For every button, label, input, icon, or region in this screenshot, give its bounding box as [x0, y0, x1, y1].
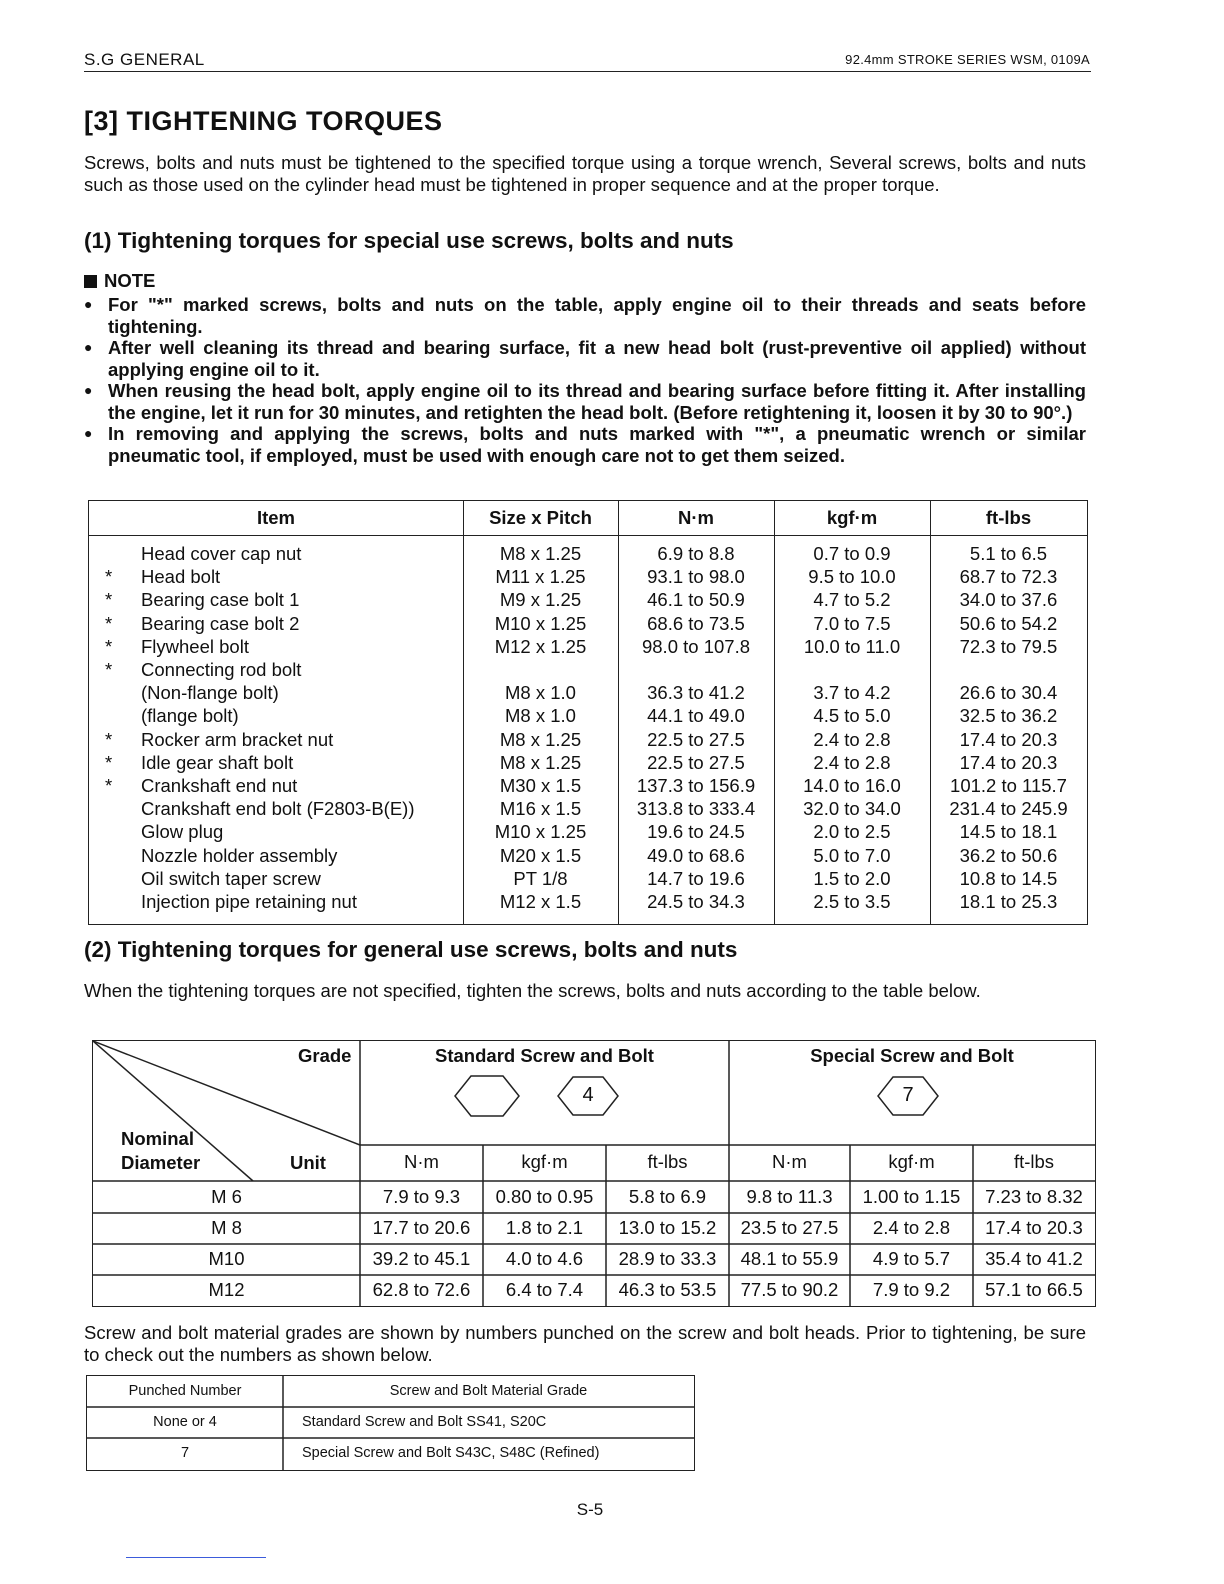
unit-header: kgf·m [521, 1151, 568, 1172]
size-cell: M8 x 1.0 [505, 682, 576, 704]
kgf-cell: 2.0 to 2.5 [813, 821, 891, 843]
kgf-cell: 10.0 to 11.0 [803, 635, 901, 657]
table-row [89, 705, 1087, 728]
nm-cell: 49.0 to 68.6 [647, 844, 745, 866]
size-cell: M8 x 1.25 [499, 728, 582, 750]
material-grade-paragraph: Screw and bolt material grades are shown by numbers punched on the screw and bolt heads. Prior to tightening, be sure to check out the numbers as shown below. [84, 1322, 1086, 1365]
table-row [89, 798, 1087, 821]
ft-cell: 34.0 to 37.6 [959, 589, 1058, 611]
diameter-cell: M12 [208, 1279, 245, 1300]
nm-cell: 14.7 to 19.6 [647, 867, 745, 889]
ft-cell: 10.8 to 14.5 [959, 867, 1058, 889]
unit-header: ft-lbs [1013, 1151, 1055, 1172]
table-row [89, 543, 1087, 566]
ft-cell: 72.3 to 79.5 [959, 635, 1058, 657]
ft-cell: 17.4 to 20.3 [959, 728, 1058, 750]
hexagon-icon [455, 1076, 519, 1116]
item-cell: Head bolt [141, 566, 221, 588]
diameter-cell: M10 [208, 1248, 245, 1269]
item-cell: Flywheel bolt [141, 635, 249, 657]
item-cell: Glow plug [141, 821, 224, 843]
note-item: ● For "*" marked screws, bolts and nuts on the table, apply engine oil to their threads and seats before tightening. [84, 294, 1086, 337]
note-item: ● After well cleaning its thread and bearing surface, fit a new head bolt (rust-preventive oil applied) without applying engine oil to it. [84, 337, 1086, 380]
size-cell: M30 x 1.5 [499, 775, 582, 796]
intro-paragraph: Screws, bolts and nuts must be tightened to the specified torque using a torque wrench, Several screws, bolts and nuts such as those used on the cylinder head must be tightened in proper sequence and at the proper torque. [84, 152, 1086, 195]
nm-cell: 22.5 to 27.5 [647, 751, 745, 773]
nm-cell: 68.6 to 73.5 [647, 612, 745, 634]
special-screw-title: Special Screw and Bolt [810, 1045, 1014, 1066]
torque-cell: 2.4 to 2.8 [872, 1217, 951, 1238]
torque-cell: 4.9 to 5.7 [872, 1248, 951, 1269]
oil-mark: * [105, 751, 113, 773]
item-cell: Nozzle holder assembly [141, 844, 338, 866]
header-section-label: S.G GENERAL [84, 50, 205, 69]
table-row [89, 729, 1087, 752]
note-label: NOTE [104, 270, 156, 291]
ft-cell: 231.4 to 245.9 [949, 798, 1068, 820]
size-cell: M11 x 1.25 [495, 566, 586, 588]
note-list [84, 294, 1086, 466]
torque-cell: 39.2 to 45.1 [372, 1248, 471, 1269]
torque-cell: 57.1 to 66.5 [985, 1279, 1083, 1300]
torque-cell: 77.5 to 90.2 [740, 1279, 839, 1300]
size-cell: M9 x 1.25 [499, 589, 582, 611]
torque-cell: 23.5 to 27.5 [740, 1217, 839, 1238]
unit-header: ft-lbs [647, 1151, 688, 1172]
grade-7-mark: 7 [902, 1084, 914, 1106]
material-grade-cell: Standard Screw and Bolt SS41, S20C [302, 1414, 547, 1430]
kgf-cell: 5.0 to 7.0 [813, 844, 891, 866]
torque-cell: 46.3 to 53.5 [618, 1279, 717, 1300]
torque-cell: 1.00 to 1.15 [862, 1186, 961, 1207]
ft-cell: 14.5 to 18.1 [959, 821, 1058, 843]
standard-screw-title: Standard Screw and Bolt [435, 1045, 654, 1066]
torque-cell: 17.7 to 20.6 [372, 1217, 471, 1238]
torque-cell: 17.4 to 20.3 [985, 1217, 1083, 1238]
kgf-cell: 4.7 to 5.2 [813, 589, 891, 611]
nm-cell: 313.8 to 333.4 [636, 798, 756, 820]
torque-cell: 9.8 to 11.3 [746, 1186, 833, 1207]
column-header-material-grade: Screw and Bolt Material Grade [389, 1383, 588, 1399]
general-torque-table [92, 1040, 1096, 1307]
torque-cell: 7.9 to 9.2 [872, 1279, 951, 1300]
page-number: S-5 [576, 1500, 604, 1519]
nm-cell: 22.5 to 27.5 [647, 728, 745, 750]
kgf-cell: 2.4 to 2.8 [813, 751, 891, 773]
nm-cell: 137.3 to 156.9 [636, 775, 756, 796]
torque-cell: 6.4 to 7.4 [505, 1279, 584, 1300]
nominal-label: Nominal [121, 1128, 194, 1149]
kgf-cell: 1.5 to 2.0 [813, 867, 891, 889]
nm-cell: 46.1 to 50.9 [647, 589, 745, 611]
unit-label: Unit [290, 1152, 326, 1173]
kgf-cell: 32.0 to 34.0 [803, 798, 901, 820]
table-row [89, 613, 1087, 636]
nm-cell: 24.5 to 34.3 [647, 891, 745, 912]
nm-cell: 19.6 to 24.5 [647, 821, 745, 843]
column-header-ftlbs: ft-lbs [985, 507, 1032, 528]
punched-number-cell: None or 4 [153, 1414, 217, 1430]
torque-cell: 4.0 to 4.6 [505, 1248, 584, 1269]
torque-cell: 5.8 to 6.9 [628, 1186, 707, 1207]
material-grade-table [86, 1375, 695, 1471]
unit-header: N·m [404, 1151, 439, 1172]
item-cell: Head cover cap nut [141, 543, 302, 564]
table-row [89, 659, 1087, 682]
kgf-cell: 7.0 to 7.5 [813, 612, 891, 634]
decorative-rule [126, 1557, 266, 1558]
unit-header: kgf·m [888, 1151, 935, 1172]
torque-cell: 7.9 to 9.3 [382, 1186, 461, 1207]
column-header-kgfm: kgf·m [826, 507, 878, 528]
ft-cell: 5.1 to 6.5 [969, 543, 1048, 564]
torque-cell: 28.9 to 33.3 [618, 1248, 717, 1269]
torque-cell: 35.4 to 41.2 [985, 1248, 1083, 1269]
table-row [89, 845, 1087, 868]
ft-cell: 101.2 to 115.7 [950, 775, 1067, 796]
size-cell: M16 x 1.5 [499, 798, 582, 820]
item-cell: Crankshaft end nut [141, 775, 298, 796]
note-heading [84, 270, 155, 292]
item-cell: Bearing case bolt 1 [141, 589, 300, 611]
note-item: ● In removing and applying the screws, bolts and nuts marked with "*", a pneumatic wrench or similar pneumatic tool, if employed, must be used with enough care not to get them seized. [84, 423, 1086, 466]
oil-mark: * [105, 589, 113, 611]
general-use-paragraph: When the tightening torques are not specified, tighten the screws, bolts and nuts according to the table below. [84, 980, 981, 1001]
oil-mark: * [105, 612, 113, 634]
special-torque-table [88, 500, 1088, 925]
diameter-label: Diameter [121, 1152, 201, 1173]
nm-cell: 36.3 to 41.2 [647, 682, 745, 704]
item-cell: Bearing case bolt 2 [141, 612, 300, 634]
punched-number-cell: 7 [180, 1445, 190, 1461]
column-header-size: Size x Pitch [489, 507, 592, 528]
table-header-rule [89, 535, 1087, 536]
oil-mark: * [105, 566, 113, 588]
torque-cell: 1.8 to 2.1 [505, 1217, 584, 1238]
torque-cell: 7.23 to 8.32 [985, 1186, 1083, 1207]
diameter-cell: M 6 [211, 1186, 242, 1207]
nm-cell: 6.9 to 8.8 [657, 543, 735, 564]
table-row [89, 868, 1087, 891]
material-grade-cell: Special Screw and Bolt S43C, S48C (Refined) [302, 1445, 600, 1461]
item-cell: (Non-flange bolt) [141, 682, 279, 704]
nm-cell: 44.1 to 49.0 [647, 705, 745, 727]
kgf-cell: 14.0 to 16.0 [803, 775, 901, 796]
grade-4-mark: 4 [582, 1084, 594, 1106]
item-cell: Injection pipe retaining nut [141, 891, 357, 912]
kgf-cell: 0.7 to 0.9 [813, 543, 891, 564]
note-square-icon [84, 275, 97, 288]
column-header-punched-number: Punched Number [128, 1383, 242, 1399]
ft-cell: 18.1 to 25.3 [959, 891, 1058, 912]
column-header-nm: N·m [678, 507, 714, 528]
table-row [89, 589, 1087, 612]
column-header-item: Item [256, 507, 296, 528]
size-cell: M10 x 1.25 [494, 821, 587, 843]
size-cell: PT 1/8 [513, 867, 568, 889]
note-item: ● When reusing the head bolt, apply engine oil to its thread and bearing surface before fitting it. After installing the engine, let it run for 30 minutes, and retighten the head bolt. (Before retightening it, loosen it by 30 to 90°.) [84, 380, 1086, 423]
oil-mark: * [105, 659, 113, 680]
ft-cell: 32.5 to 36.2 [959, 705, 1058, 727]
torque-cell: 13.0 to 15.2 [618, 1217, 717, 1238]
item-cell: Rocker arm bracket nut [141, 728, 334, 750]
table-row [89, 752, 1087, 775]
kgf-cell: 4.5 to 5.0 [813, 705, 891, 727]
header-rule [84, 71, 1091, 72]
ft-cell: 17.4 to 20.3 [959, 751, 1058, 773]
section-title: [3] TIGHTENING TORQUES [84, 106, 443, 136]
table-row [89, 821, 1087, 844]
item-cell: Oil switch taper screw [141, 867, 321, 889]
kgf-cell: 9.5 to 10.0 [808, 566, 896, 588]
kgf-cell: 2.5 to 3.5 [813, 891, 891, 912]
grade-label: Grade [298, 1045, 352, 1066]
item-cell: (flange bolt) [141, 705, 239, 727]
size-cell: M12 x 1.25 [494, 635, 587, 657]
unit-header: N·m [772, 1151, 807, 1172]
table-row [89, 891, 1087, 914]
kgf-cell: 2.4 to 2.8 [813, 728, 891, 750]
oil-mark: * [105, 728, 113, 750]
table-row [89, 775, 1087, 798]
subheading-general-use: (2) Tightening torques for general use screws, bolts and nuts [84, 937, 738, 962]
kgf-cell: 3.7 to 4.2 [813, 682, 891, 704]
size-cell: M10 x 1.25 [494, 612, 587, 634]
ft-cell: 50.6 to 54.2 [959, 612, 1058, 634]
ft-cell: 36.2 to 50.6 [959, 844, 1058, 866]
ft-cell: 26.6 to 30.4 [959, 682, 1058, 704]
size-cell: M20 x 1.5 [499, 844, 582, 866]
oil-mark: * [105, 635, 113, 657]
header-manual-ref: 92.4mm STROKE SERIES WSM, 0109A [845, 52, 1090, 67]
torque-cell: 48.1 to 55.9 [740, 1248, 839, 1269]
size-cell: M12 x 1.5 [499, 891, 582, 912]
item-cell: Connecting rod bolt [141, 659, 302, 680]
subheading-special-use: (1) Tightening torques for special use screws, bolts and nuts [84, 228, 734, 253]
oil-mark: * [105, 775, 113, 796]
table-row [89, 636, 1087, 659]
nm-cell: 98.0 to 107.8 [641, 635, 750, 657]
diameter-cell: M 8 [211, 1217, 242, 1238]
torque-cell: 0.80 to 0.95 [495, 1186, 594, 1207]
size-cell: M8 x 1.25 [499, 543, 582, 564]
item-cell: Crankshaft end bolt (F2803-B(E)) [141, 798, 415, 820]
table-row [89, 566, 1087, 589]
size-cell: M8 x 1.25 [499, 751, 582, 773]
ft-cell: 68.7 to 72.3 [959, 566, 1058, 588]
item-cell: Idle gear shaft bolt [141, 751, 294, 773]
size-cell: M8 x 1.0 [505, 705, 576, 727]
nm-cell: 93.1 to 98.0 [647, 566, 745, 588]
torque-cell: 62.8 to 72.6 [372, 1279, 471, 1300]
table-row [89, 682, 1087, 705]
